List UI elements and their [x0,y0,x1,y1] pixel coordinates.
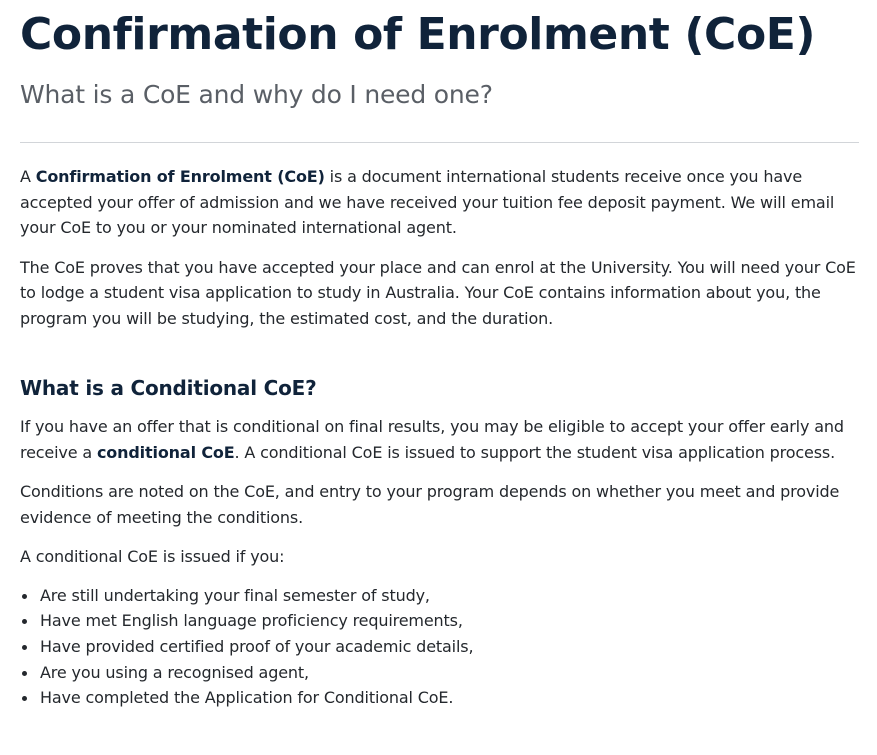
page-title: Confirmation of Enrolment (CoE) [20,9,816,60]
divider [20,142,859,143]
conditional-text-before: If you have an offer that is conditional on final results, you may be eligible to accept your offer early and receive a [20,417,844,462]
section-heading-conditional-coe: What is a Conditional CoE? [20,376,317,400]
conditional-paragraph-2: Conditions are noted on the CoE, and entry to your program depends on whether you meet and provide evidence of meeting the conditions. [20,482,840,527]
conditional-paragraph-1 [20,414,859,465]
intro-text-before: A [20,167,36,186]
intro-paragraph-1 [20,164,859,241]
coe-term-bold: Confirmation of Enrolment (CoE) [35,167,325,186]
list-item-text: Have completed the Application for Conditional CoE. [40,688,454,708]
bullet-icon [22,671,27,676]
list-item-text: Have provided certified proof of your academic details, [40,636,474,656]
list-item [20,660,859,686]
list-item [20,685,859,711]
intro-text-after: is a document international students receive once you have accepted your offer of admission and we have received your tuition fee deposit payment. We will email your CoE to you or your nominated international agent. [20,167,835,237]
page-subtitle: What is a CoE and why do I need one? [20,80,493,109]
conditional-text-after: . A conditional CoE is issued to support the student visa application process. [234,442,836,462]
bullet-icon [22,594,27,599]
conditions-list [20,583,859,712]
list-item-text: Have met English language proficiency requirements, [40,611,463,631]
bullet-icon [22,619,27,624]
bullet-icon [22,645,27,650]
list-item-text: Are you using a recognised agent, [40,662,309,682]
list-item-text: Are still undertaking your final semester of study, [40,585,430,605]
list-item [20,634,859,660]
list-item [20,583,859,609]
list-item [20,608,859,634]
conditional-paragraph-3: A conditional CoE is issued if you: [20,547,285,566]
conditional-coe-bold: conditional CoE [96,442,235,462]
intro-paragraph-2: The CoE proves that you have accepted your place and can enrol at the University. You will need your CoE to lodge a student visa application to study in Australia. Your CoE contains information about you, the program you will be studying, the estimated cost, and the duration. [20,257,856,328]
bullet-icon [22,696,27,701]
